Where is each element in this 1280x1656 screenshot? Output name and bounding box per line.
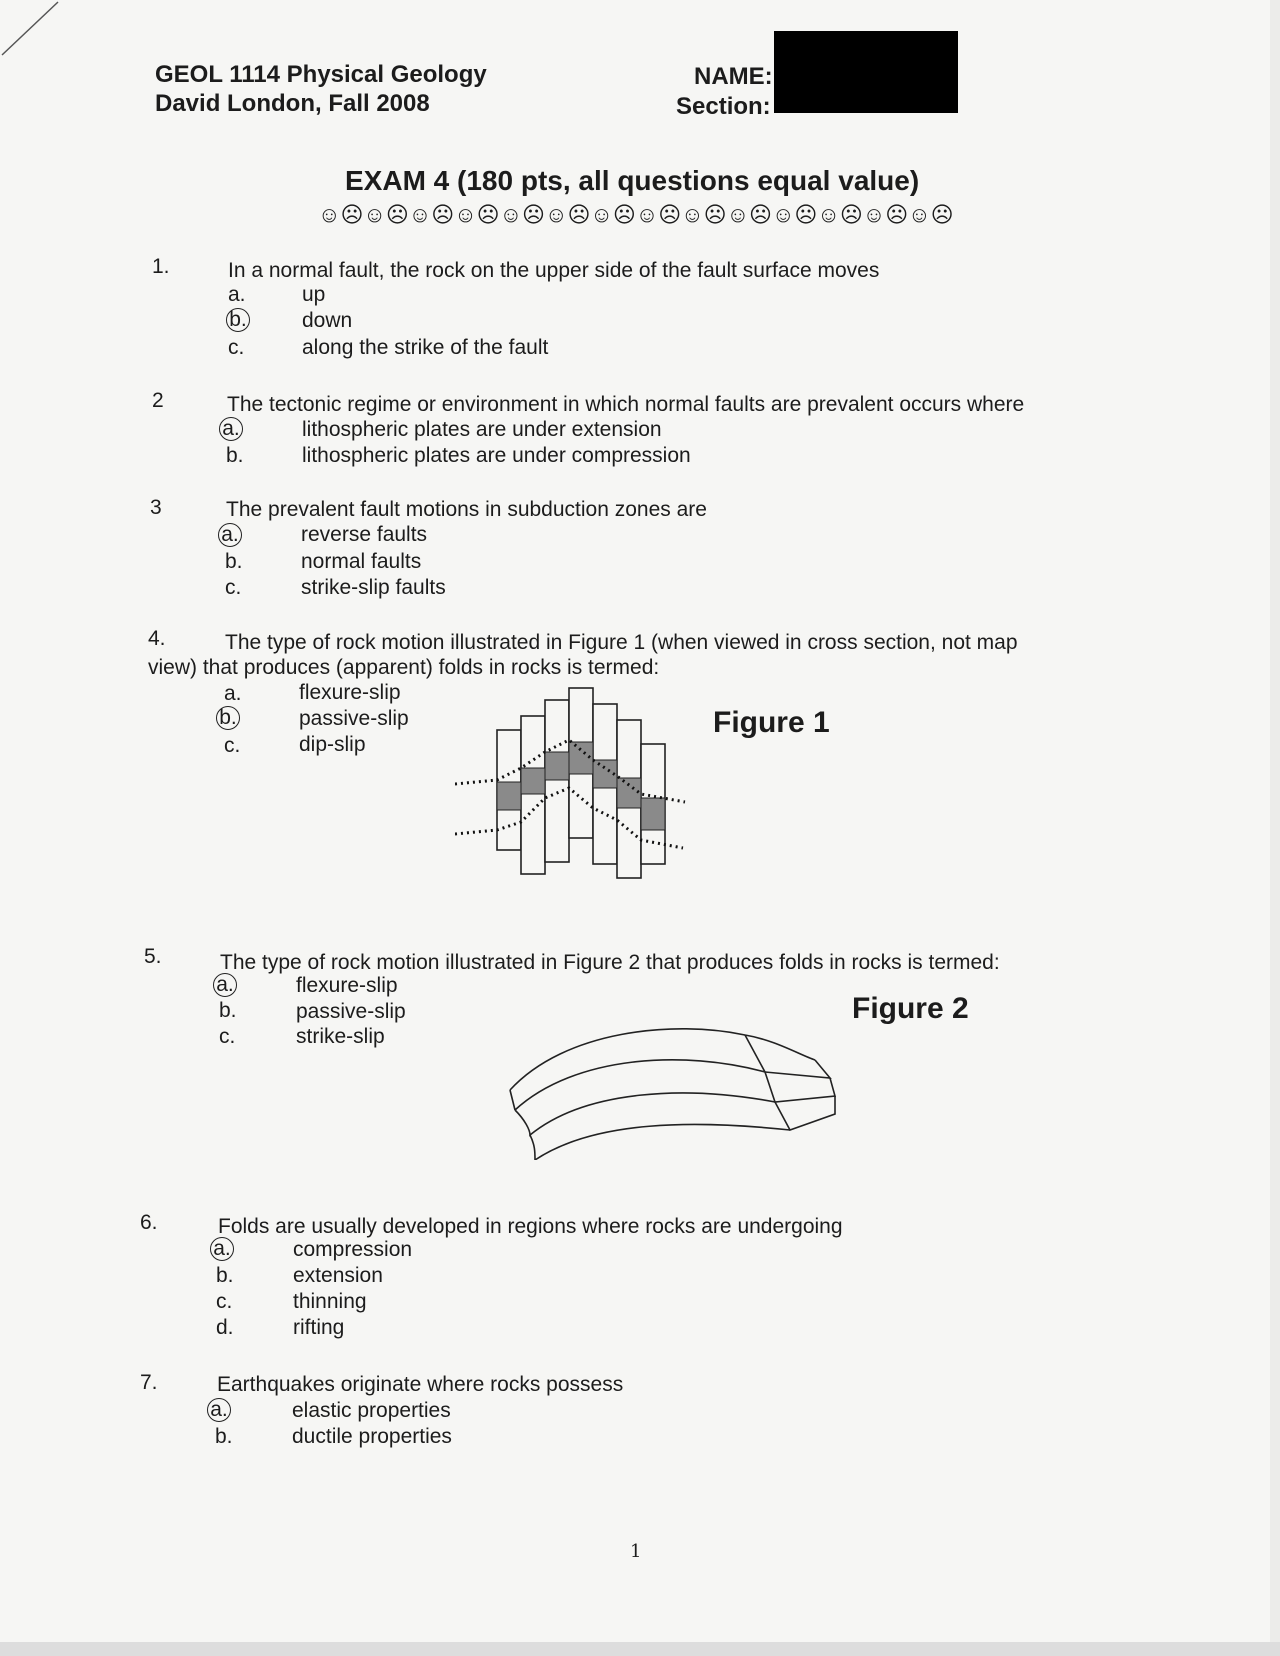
question-1-option-b: down: [302, 309, 353, 332]
question-6-option-a: compression: [293, 1238, 413, 1261]
question-3-number: 3: [150, 496, 162, 519]
figure-1-passive-slip-diagram: [455, 680, 715, 890]
section-label: Section:: [676, 93, 771, 120]
question-2-option-a: lithospheric plates are under extension: [302, 418, 662, 441]
instructor-term: David London, Fall 2008: [155, 90, 430, 117]
fold-layer-4-front: [530, 1124, 790, 1160]
question-2-option-b: lithospheric plates are under compression: [302, 444, 691, 467]
question-7-option-b: ductile properties: [292, 1425, 452, 1448]
question-4-option-b: passive-slip: [299, 707, 409, 730]
question-4-text-line1: The type of rock motion illustrated in Figure 1 (when viewed in cross section, not map: [225, 631, 1018, 654]
course-title: GEOL 1114 Physical Geology: [155, 61, 487, 88]
fold-crest-edge: [745, 1035, 765, 1072]
answer-circle: a.: [213, 973, 237, 997]
question-5-option-b: passive-slip: [296, 1000, 406, 1023]
name-label: NAME:: [694, 63, 773, 90]
question-3-text: The prevalent fault motions in subduction zones are: [226, 498, 707, 521]
question-6-option-a-letter: [210, 1236, 234, 1262]
smiley-row: ☺☹☺☹☺☹☺☹☺☹☺☹☺☹☺☹☺☹☺☹☺☹☺☹☺☹☺☹: [318, 202, 954, 227]
scan-edge-right: [1270, 0, 1280, 1656]
question-3-option-c: strike-slip faults: [301, 576, 446, 599]
question-6-number: 6.: [140, 1211, 158, 1234]
question-4-number: 4.: [148, 627, 166, 650]
question-1-option-c-letter: c.: [228, 336, 245, 359]
question-2-number: 2: [152, 389, 164, 412]
question-6-option-c: thinning: [293, 1290, 367, 1313]
question-1-option-b-letter: [226, 307, 250, 333]
scan-corner-mark: [0, 0, 60, 60]
shaded-layer-2: [521, 768, 545, 794]
question-7-option-b-letter: b.: [215, 1425, 233, 1448]
answer-circle: a.: [219, 417, 243, 441]
question-4-option-c: dip-slip: [299, 733, 366, 756]
answer-circle: b.: [226, 308, 250, 332]
redacted-name-box: [774, 31, 958, 113]
question-2-option-b-letter: b.: [226, 444, 244, 467]
block-2: [521, 716, 545, 874]
answer-circle: a.: [218, 523, 242, 547]
question-1-option-a: up: [302, 283, 326, 306]
fold-right-face-1: [765, 1060, 830, 1078]
question-3-option-c-letter: c.: [225, 576, 242, 599]
question-4-option-b-letter: [216, 705, 240, 731]
question-1-text: In a normal fault, the rock on the upper side of the fault surface moves: [228, 259, 880, 282]
question-5-option-a: flexure-slip: [296, 974, 398, 997]
fold-left-edge-1: [510, 1090, 515, 1110]
question-6-option-b: extension: [293, 1264, 383, 1287]
shaded-layer-3: [545, 752, 569, 780]
question-7-text: Earthquakes originate where rocks possess: [217, 1373, 624, 1396]
shaded-layer-1: [497, 782, 521, 810]
answer-circle: b.: [216, 706, 240, 730]
scan-edge-bottom: [0, 1642, 1280, 1656]
question-2-text: The tectonic regime or environment in which normal faults are prevalent occurs where: [227, 393, 1025, 416]
fold-layer-3-front: [515, 1093, 775, 1135]
question-5-option-a-letter: [213, 972, 237, 998]
question-4-option-a: flexure-slip: [299, 681, 401, 704]
question-3-option-a-letter: [218, 522, 242, 548]
fold-right-face-2: [765, 1072, 835, 1102]
question-4-text-line2: view) that produces (apparent) folds in rocks is termed:: [148, 656, 660, 679]
question-5-option-b-letter: b.: [219, 999, 237, 1022]
question-3-option-b-letter: b.: [225, 550, 243, 573]
question-7-option-a: elastic properties: [292, 1399, 451, 1422]
question-4-option-a-letter: a.: [224, 682, 242, 705]
question-1-number: 1.: [152, 255, 170, 278]
question-6-option-c-letter: c.: [216, 1290, 233, 1313]
figure-2-flexure-slip-diagram: [505, 1010, 840, 1160]
question-3-option-a: reverse faults: [301, 523, 428, 546]
question-5-text: The type of rock motion illustrated in Figure 2 that produces folds in rocks is termed:: [220, 951, 1000, 974]
answer-circle: a.: [210, 1237, 234, 1261]
question-4-option-c-letter: c.: [224, 734, 241, 757]
question-1-option-a-letter: a.: [228, 283, 246, 306]
answer-circle: a.: [207, 1398, 231, 1422]
question-3-option-b: normal faults: [301, 550, 422, 573]
page-number: 1: [630, 1541, 642, 1562]
question-2-option-a-letter: [219, 416, 243, 442]
question-5-option-c-letter: c.: [219, 1025, 236, 1048]
question-6-option-b-letter: b.: [216, 1264, 234, 1287]
exam-title: EXAM 4 (180 pts, all questions equal value): [345, 165, 920, 196]
question-6-text: Folds are usually developed in regions where rocks are undergoing: [218, 1215, 843, 1238]
shaded-layer-7: [641, 798, 665, 830]
question-7-option-a-letter: [207, 1397, 231, 1423]
question-6-option-d: rifting: [293, 1316, 345, 1339]
figure-2-label: Figure 2: [852, 992, 969, 1025]
fold-layer-2-front: [515, 1060, 765, 1110]
question-5-number: 5.: [144, 945, 162, 968]
figure-1-label: Figure 1: [713, 706, 830, 739]
question-7-number: 7.: [140, 1371, 158, 1394]
question-1-option-c: along the strike of the fault: [302, 336, 549, 359]
question-6-option-d-letter: d.: [216, 1316, 234, 1339]
question-5-option-c: strike-slip: [296, 1025, 385, 1048]
block-3: [545, 700, 569, 862]
